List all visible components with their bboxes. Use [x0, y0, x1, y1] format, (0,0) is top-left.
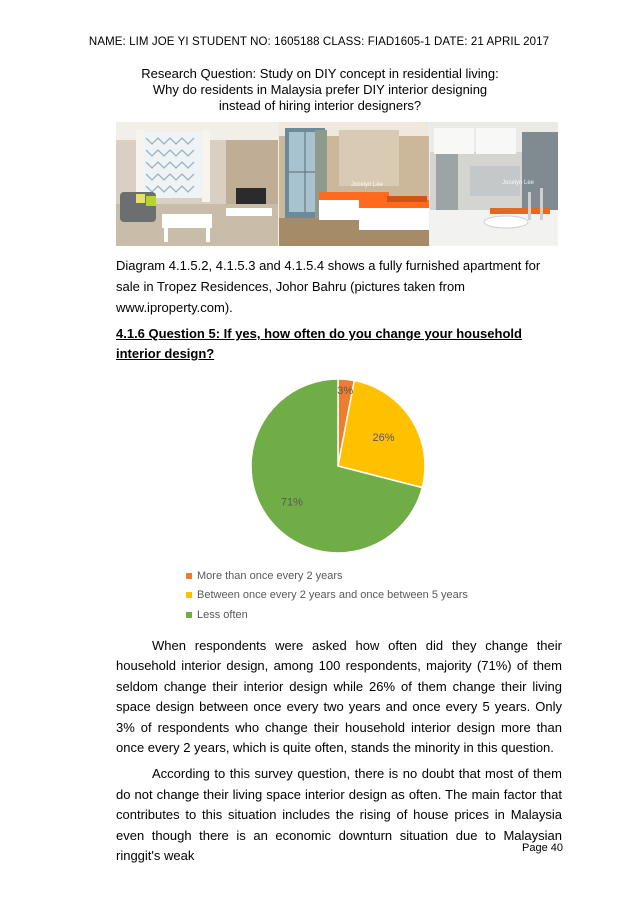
research-question — [60, 66, 580, 114]
pie-chart — [240, 372, 440, 562]
legend-label: More than once every 2 years — [197, 569, 343, 582]
question-heading: 4.1.6 Question 5: If yes, how often do you change your household interior design? — [116, 326, 522, 361]
legend-swatch — [186, 592, 192, 598]
research-question-line-1: Research Question: Study on DIY concept in residential living: — [141, 66, 499, 81]
photo-caption: Diagram 4.1.5.2, 4.1.5.3 and 4.1.5.4 shows a fully furnished apartment for sale in Tropez Residences, Johor Bahru (pictures taken from www.iproperty.com). — [116, 258, 541, 315]
legend-swatch — [186, 612, 192, 618]
photo-watermark: Jocelyn Lee — [351, 182, 384, 188]
legend-item — [186, 586, 468, 606]
research-question-line-3: instead of hiring interior designers? — [218, 98, 422, 113]
legend-item — [186, 566, 468, 586]
apartment-photo-strip — [116, 122, 558, 246]
pie-data-label: 3% — [337, 384, 354, 397]
pie-chart-svg — [240, 372, 440, 562]
pie-data-label: 71% — [280, 496, 303, 509]
legend-label: Less often — [197, 608, 248, 621]
legend-item — [186, 605, 468, 625]
paragraph: According to this survey question, there is no doubt that most of them do not change their living space interior design as often. The main factor that contributes to this situation includes the rising of house prices in Malaysia even though there is an economic downturn situation due to Malaysian ringgit's weak — [116, 766, 562, 864]
chart-legend — [186, 566, 468, 625]
legend-label: Between once every 2 years and once between 5 years — [197, 589, 468, 602]
legend-swatch — [186, 573, 192, 579]
kitchen-photo — [430, 122, 558, 246]
living-room-photo — [116, 122, 278, 246]
paragraph: When respondents were asked how often did they change their household interior design, among 100 respondents, majority (71%) of them seldom change their interior design while 26% of them change their living space design between once every two years and once every 5 years. Only 3% of respondents who change their household interior design more than once every 2 years, which is quite often, stands the minority in this question. — [116, 638, 562, 756]
photo-watermark: Jocelyn Lee — [502, 180, 535, 186]
page-number: Page 40 — [522, 842, 563, 854]
bedroom-photo — [279, 122, 429, 246]
document-header: NAME: LIM JOE YI STUDENT NO: 1605188 CLASS: FIAD1605-1 DATE: 21 APRIL 2017 — [88, 36, 550, 48]
research-question-line-2: Why do residents in Malaysia prefer DIY interior designing — [152, 82, 488, 97]
pie-data-label: 26% — [372, 432, 395, 445]
body-text — [116, 636, 562, 872]
